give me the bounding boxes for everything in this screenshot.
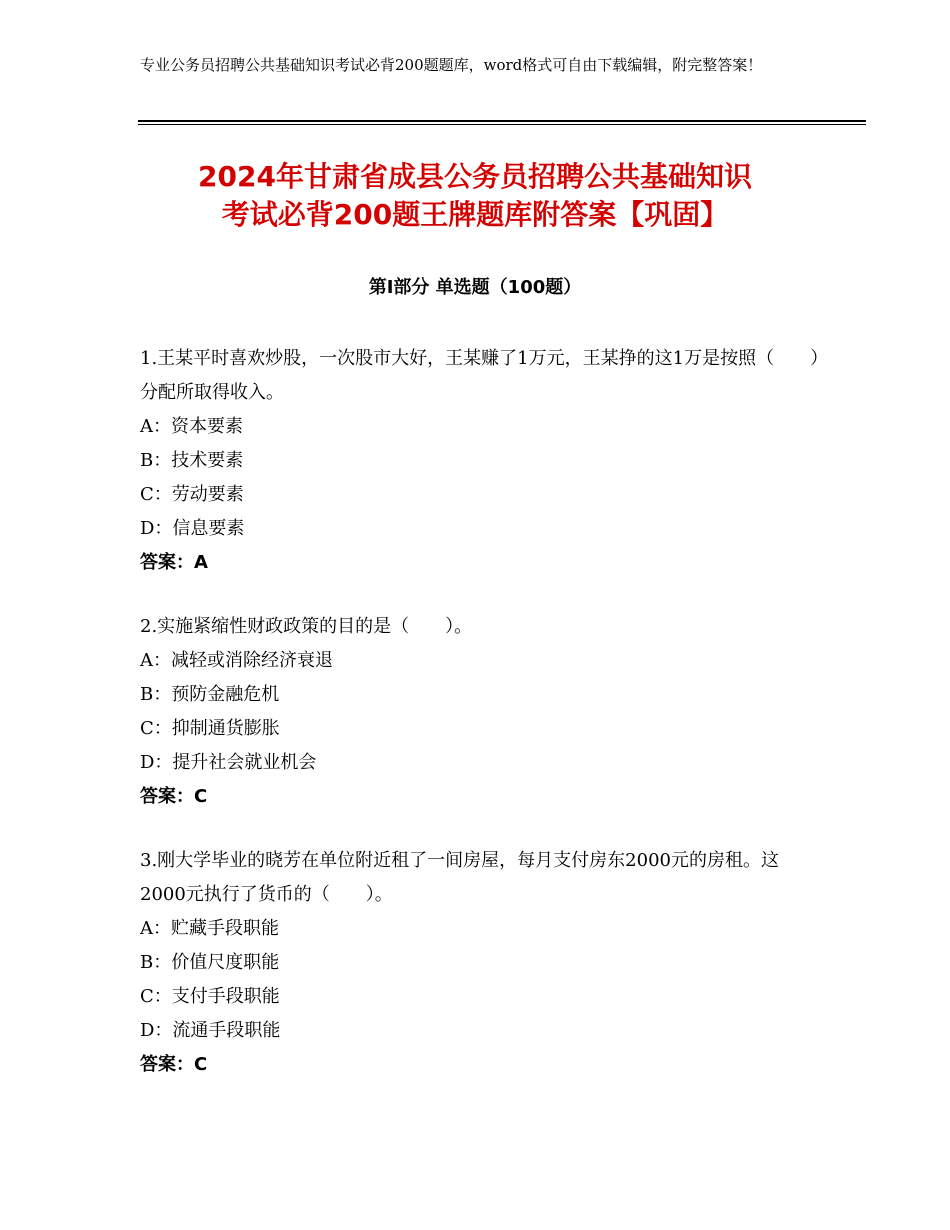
document-title-line-1: 2024年甘肃省成县公务员招聘公共基础知识 [198, 160, 752, 193]
header-rule-thin [138, 124, 866, 125]
header-rule-thick [138, 120, 866, 122]
option-d: D：提升社会就业机会 [140, 752, 317, 773]
document-title [110, 158, 840, 234]
option-c: C：支付手段职能 [140, 986, 280, 1007]
option-c: C：劳动要素 [140, 484, 244, 505]
option-a: A：资本要素 [140, 416, 243, 437]
option-b: B：预防金融危机 [140, 684, 280, 705]
question-stem: 2.实施紧缩性财政政策的目的是（ ）。 [140, 616, 473, 637]
option-a: A：贮藏手段职能 [140, 918, 279, 939]
header-note: 专业公务员招聘公共基础知识考试必背200题题库，word格式可自由下载编辑，附完整答案！ [140, 56, 763, 74]
answer-line: 答案：A [140, 552, 208, 573]
section-title: 第Ⅰ部分 单选题（100题） [368, 277, 582, 298]
question-list [140, 342, 820, 1112]
option-b: B：价值尺度职能 [140, 952, 280, 973]
answer-line: 答案：C [140, 786, 208, 807]
option-c: C：抑制通货膨胀 [140, 718, 280, 739]
question-stem: 3.刚大学毕业的晓芳在单位附近租了一间房屋，每月支付房东2000元的房租。这2000元执行了货币的（ ）。 [140, 850, 779, 905]
option-d: D：流通手段职能 [140, 1020, 281, 1041]
option-a: A：减轻或消除经济衰退 [140, 650, 333, 671]
question-stem: 1.王某平时喜欢炒股，一次股市大好，王某赚了1万元，王某挣的这1万是按照（ ）分配所取得收入。 [140, 348, 820, 403]
option-d: D：信息要素 [140, 518, 245, 539]
option-b: B：技术要素 [140, 450, 244, 471]
question-2 [140, 610, 820, 814]
question-3 [140, 844, 820, 1082]
question-1 [140, 342, 820, 580]
answer-line: 答案：C [140, 1054, 208, 1075]
document-title-line-2: 考试必背200题王牌题库附答案【巩固】 [221, 198, 729, 231]
